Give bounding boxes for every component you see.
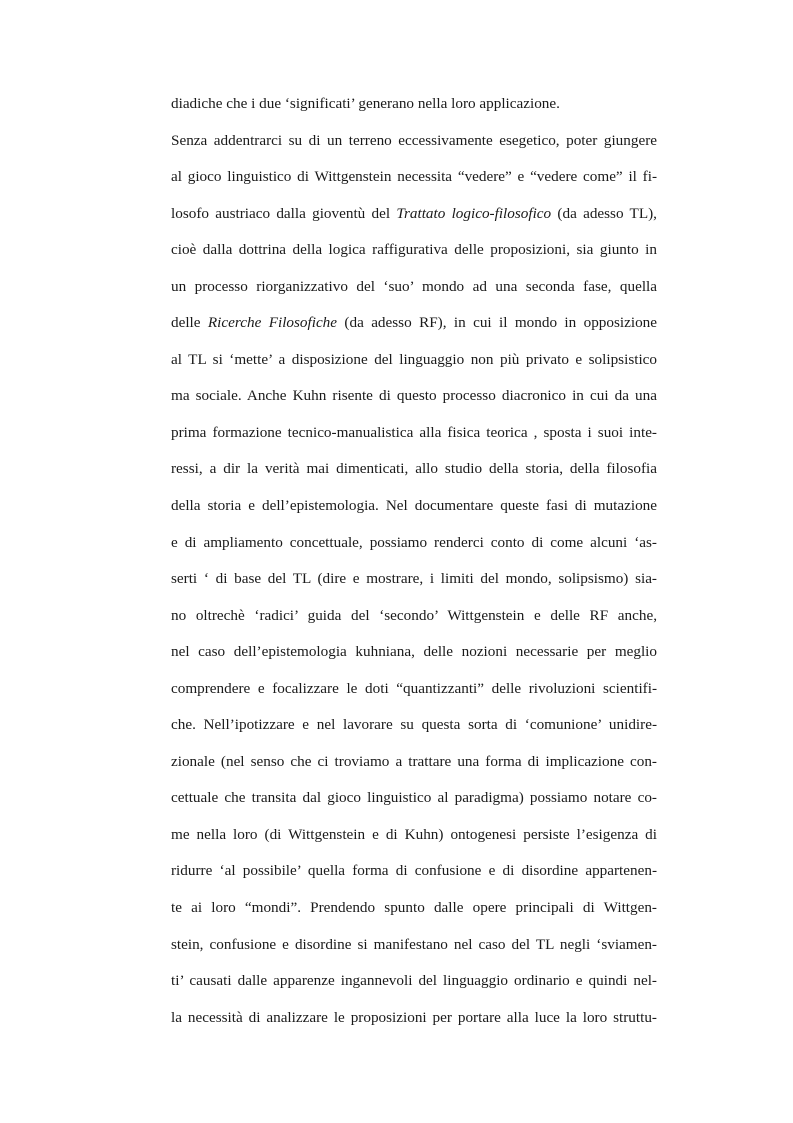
text-segment: un processo riorganizzativo del ‘suo’ mondo ad una seconda fase, quella: [171, 277, 657, 295]
text-segment: nel caso dell’epistemologia kuhniana, delle nozioni necessarie per meglio: [171, 643, 657, 661]
text-segment: al gioco linguistico di Wittgenstein necessita “vedere” e “vedere come” il fi-: [171, 168, 657, 186]
text-line: [171, 969, 657, 1006]
text-line: [171, 129, 657, 166]
text-segment: la necessità di analizzare le proposizioni per portare alla luce la loro struttu-: [171, 1008, 657, 1026]
text-segment: stein, confusione e disordine si manifestano nel caso del TL negli ‘sviamen-: [171, 935, 657, 953]
text-segment: e di ampliamento concettuale, possiamo renderci conto di come alcuni ‘as-: [171, 533, 657, 551]
text-segment: delle: [171, 314, 208, 332]
text-segment: serti ‘ di base del TL (dire e mostrare, i limiti del mondo, solipsismo) sia-: [171, 570, 657, 588]
body-text: [171, 92, 657, 1042]
text-line: [171, 531, 657, 568]
text-segment: che. Nell’ipotizzare e nel lavorare su questa sorta di ‘comunione’ unidire-: [171, 716, 657, 734]
text-line: [171, 202, 657, 239]
text-line: [171, 238, 657, 275]
text-segment: ma sociale. Anche Kuhn risente di questo processo diacronico in cui da una: [171, 387, 657, 405]
text-line: [171, 275, 657, 312]
text-segment: comprendere e focalizzare le doti “quantizzanti” delle rivoluzioni scientifi-: [171, 679, 657, 697]
text-line: [171, 896, 657, 933]
text-segment: me nella loro (di Wittgenstein e di Kuhn) ontogenesi persiste l’esigenza di: [171, 825, 657, 843]
text-line: [171, 567, 657, 604]
text-segment: ridurre ‘al possibile’ quella forma di confusione e di disordine appartenen-: [171, 862, 657, 880]
text-line: [171, 677, 657, 714]
text-line: [171, 311, 657, 348]
text-line: [171, 859, 657, 896]
text-segment: (da adesso TL),: [551, 204, 657, 222]
text-segment: (da adesso RF), in cui il mondo in opposizione: [337, 314, 658, 332]
text-line: [171, 823, 657, 860]
text-segment: zionale (nel senso che ci troviamo a trattare una forma di implicazione con-: [171, 752, 657, 770]
italic-title: Ricerche Filosofiche: [207, 314, 338, 332]
text-line: [171, 640, 657, 677]
text-line: [171, 494, 657, 531]
text-segment: cettuale che transita dal gioco linguistico al paradigma) possiamo notare co-: [171, 789, 657, 807]
text-segment: diadiche che i due ‘significati’ generano nella loro applicazione.: [171, 95, 560, 112]
text-line: [171, 713, 657, 750]
italic-title: Trattato logico-filosofico: [396, 204, 552, 222]
text-line: [171, 92, 657, 129]
text-segment: ressi, a dir la verità mai dimenticati, allo studio della storia, della filosofia: [171, 460, 657, 478]
text-segment: cioè dalla dottrina della logica raffigurativa delle proposizioni, sia giunto in: [171, 241, 657, 259]
text-segment: ti’ causati dalle apparenze ingannevoli del linguaggio ordinario e quindi nel-: [171, 972, 657, 990]
text-line: [171, 457, 657, 494]
text-line: [171, 165, 657, 202]
text-line: [171, 1006, 657, 1043]
text-segment: della storia e dell’epistemologia. Nel documentare queste fasi di mutazione: [171, 497, 657, 515]
text-line: [171, 933, 657, 970]
text-line: [171, 750, 657, 787]
text-segment: Senza addentrarci su di un terreno eccessivamente esegetico, poter giungere: [171, 131, 657, 149]
text-line: [171, 604, 657, 641]
text-segment: prima formazione tecnico-manualistica alla fisica teorica , sposta i suoi inte-: [171, 423, 657, 441]
text-segment: te ai loro “mondi”. Prendendo spunto dalle opere principali di Wittgen-: [171, 899, 657, 917]
text-line: [171, 384, 657, 421]
text-segment: no oltrechè ‘radici’ guida del ‘secondo’ Wittgenstein e delle RF anche,: [171, 606, 657, 624]
text-line: [171, 421, 657, 458]
text-line: [171, 348, 657, 385]
text-segment: losofo austriaco dalla gioventù del: [171, 204, 397, 222]
text-segment: al TL si ‘mette’ a disposizione del linguaggio non più privato e solipsistico: [171, 350, 657, 368]
text-line: [171, 786, 657, 823]
